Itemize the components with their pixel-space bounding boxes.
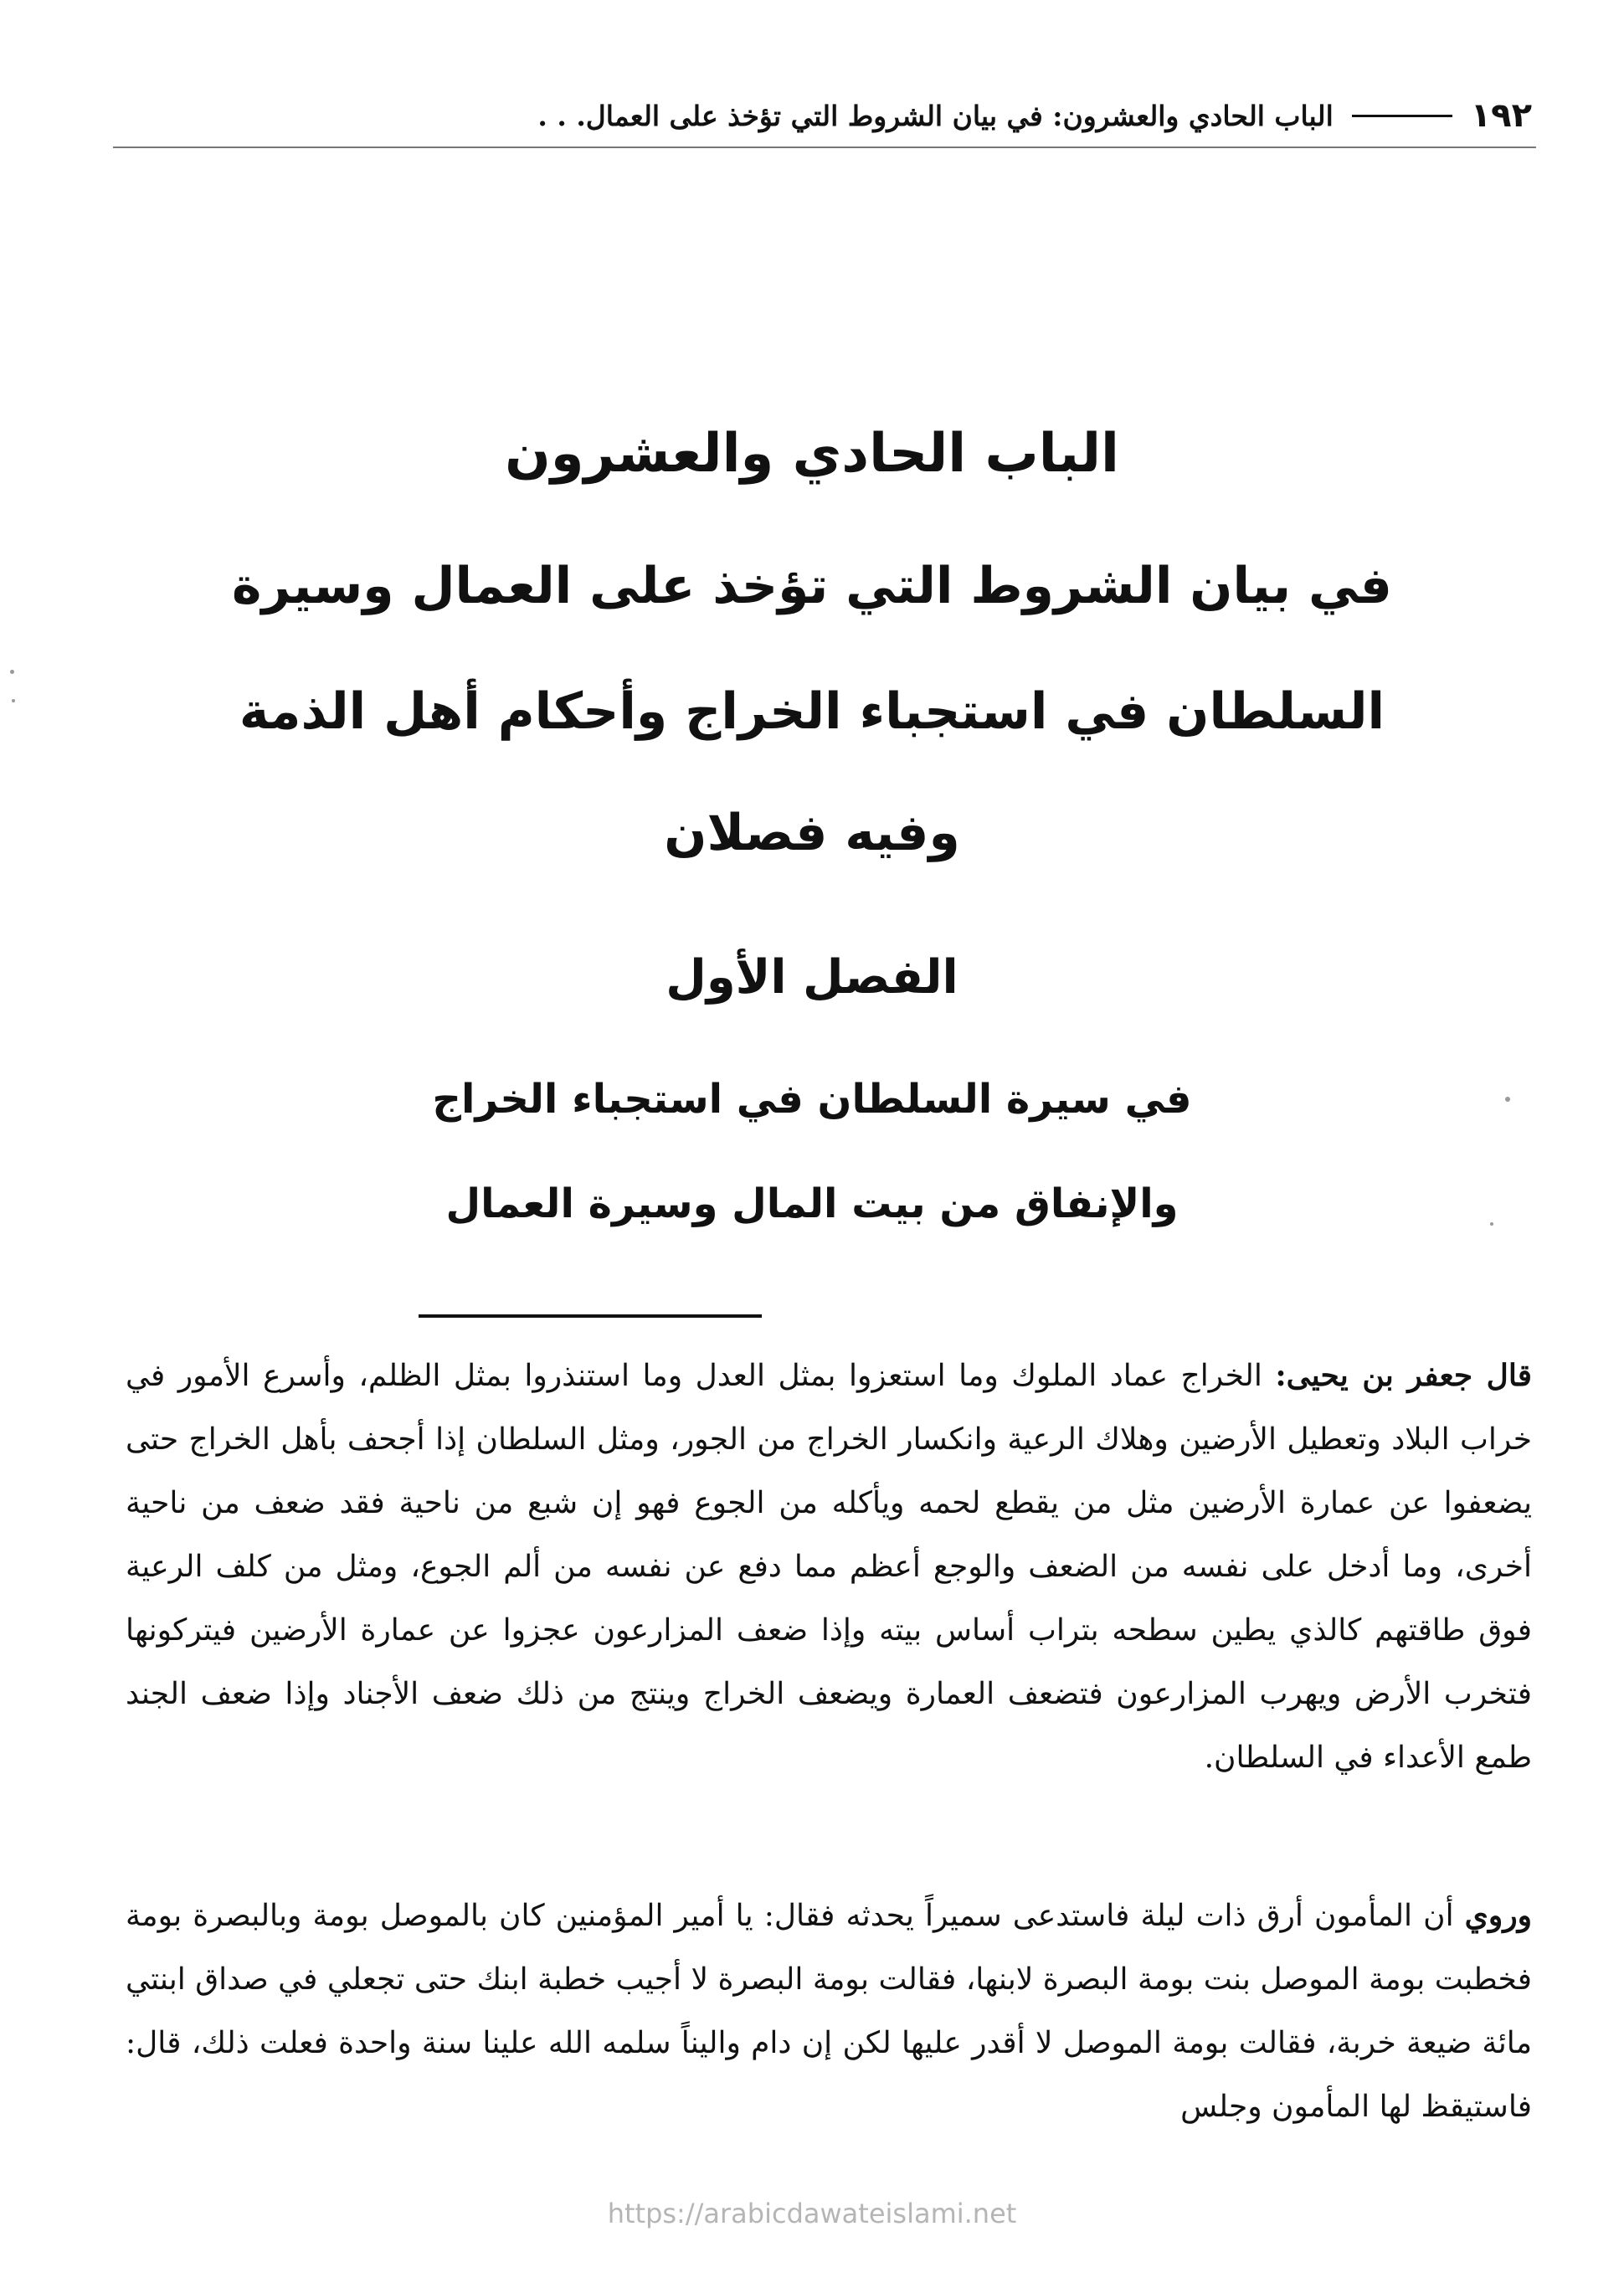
scan-speck bbox=[10, 670, 14, 674]
page-number: ١٩٢ bbox=[1470, 96, 1532, 135]
header-underline bbox=[113, 147, 1536, 148]
chapter-title: الباب الحادي والعشرون bbox=[505, 423, 1119, 485]
section-subtitle-line-2: والإنفاق من بيت المال وسيرة العمال bbox=[445, 1180, 1179, 1227]
section-title: الفصل الأول bbox=[666, 950, 958, 1005]
chapter-subtitle-line-1: في بيان الشروط التي تؤخذ على العمال وسيرة bbox=[232, 557, 1392, 615]
chapter-subtitle-line-2: السلطان في استجباء الخراج وأحكام أهل الذمة bbox=[239, 682, 1385, 741]
paragraph-text: أن المأمون أرق ذات ليلة فاستدعى سميراً يحدثه فقال: يا أمير المؤمنين كان بالموصل بومة وبالبصرة بومة فخطبت بومة الموصل بنت بومة البصرة لابنها، فقالت بومة البصرة لا أجيب خطبة ابنك حتى تجعلي في صداق ابنتي مائة ضيعة خربة، فقالت بومة الموصل لا أقدر عليها لكن إن دام واليناً سلمه الله علينا سنة واحدة فعلت ذلك، قال: فاستيقظ لها المأمون وجلس bbox=[126, 1899, 1532, 2124]
header-rule bbox=[1352, 115, 1452, 117]
body-paragraph bbox=[126, 1344, 1532, 1790]
scan-speck bbox=[12, 699, 15, 702]
body-paragraph bbox=[126, 1884, 1532, 2139]
chapter-subtitle-line-3: وفيه فصلان bbox=[664, 804, 960, 862]
section-subtitle-line-1: في سيرة السلطان في استجباء الخراج bbox=[432, 1076, 1192, 1123]
paragraph-lead: قال جعفر بن يحيى: bbox=[1275, 1358, 1532, 1393]
watermark-url: https://arabicdawateislami.net bbox=[607, 2198, 1017, 2229]
running-header bbox=[109, 90, 1532, 141]
scan-speck bbox=[1490, 1222, 1493, 1226]
paragraph-text: الخراج عماد الملوك وما استعزوا بمثل العدل وما استنذروا بمثل الظلم، وأسرع الأمور في خراب البلاد وتعطيل الأرضين وهلاك الرعية وانكسار الخراج من الجور، ومثل السلطان إذا أجحف بأهل الخراج حتى يضعفوا عن عمارة الأرضين مثل من يقطع لحمه ويأكله من الجوع فهو إن شبع من ناحية فقد ضعف من ناحية أخرى، وما أدخل على نفسه من الضعف والوجع أعظم مما دفع عن نفسه من ألم الجوع، ومثل من كلف الرعية فوق طاقتهم كالذي يطين سطحه بتراب أساس بيته وإذا ضعف المزارعون عجزوا عن عمارة الأرضين فيتركونها فتخرب الأرض ويهرب المزارعون فتضعف العمارة ويضعف الخراج وينتج من ذلك ضعف الأجناد وإذا ضعف الجند طمع الأعداء في السلطان. bbox=[126, 1359, 1532, 1775]
section-divider bbox=[419, 1314, 762, 1318]
scan-speck bbox=[1505, 1097, 1510, 1102]
paragraph-lead: وروي bbox=[1464, 1898, 1532, 1933]
running-title: الباب الحادي والعشرون: في بيان الشروط التي تؤخذ على العمال. . . bbox=[537, 99, 1334, 132]
